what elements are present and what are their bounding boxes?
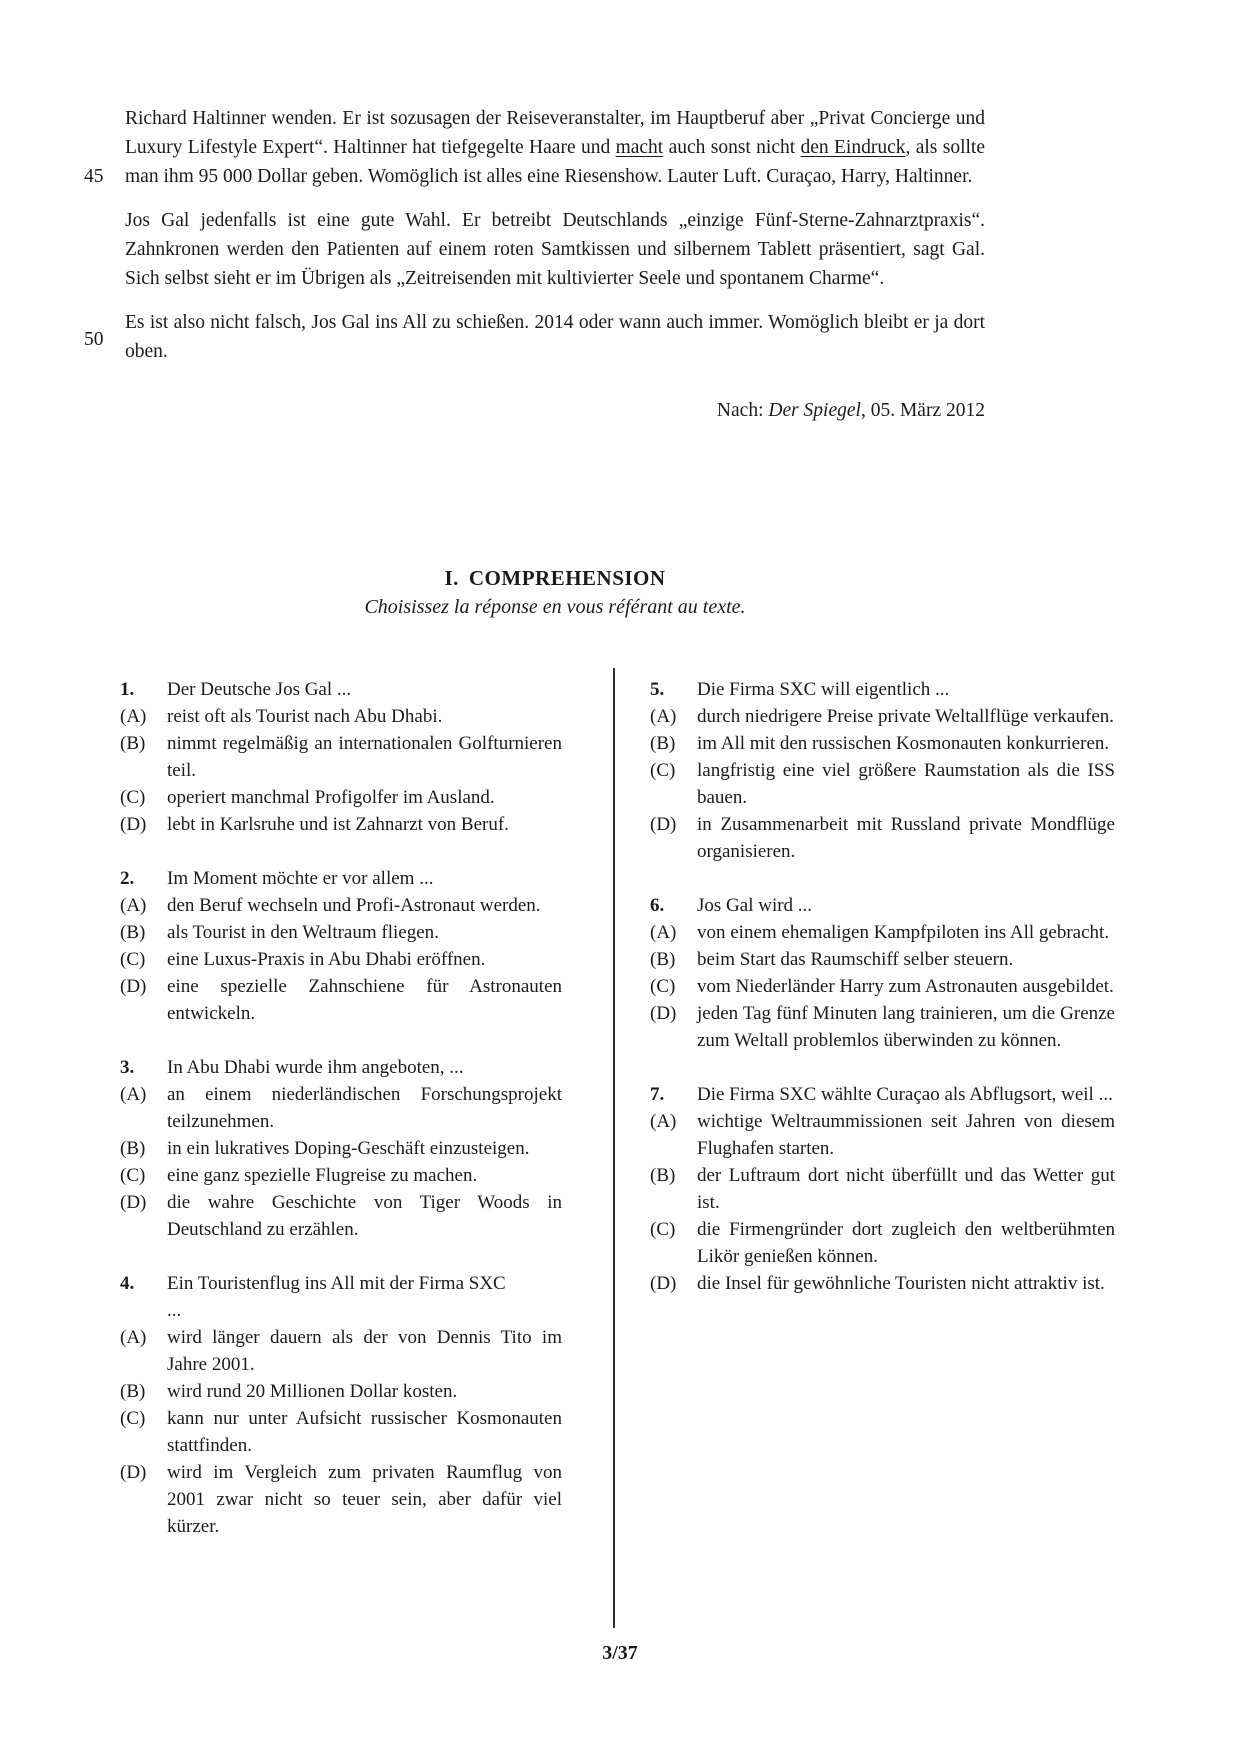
option-text: durch niedrigere Preise private Weltallflüge verkaufen. [697, 706, 1114, 727]
option-label: (B) [120, 1381, 146, 1402]
question-3-option-c [120, 1162, 562, 1189]
option-text: langfristig eine viel größere Raumstation als die ISS bauen. [697, 760, 1115, 808]
option-text: die Insel für gewöhnliche Touristen nicht attraktiv ist. [697, 1273, 1105, 1294]
question-6-text: Jos Gal wird ... [697, 895, 813, 916]
section-instruction: Choisissez la réponse en vous référant au texte. [364, 596, 746, 618]
question-4-option-d [120, 1459, 562, 1540]
column-divider [613, 668, 615, 1628]
question-7-number: 7. [650, 1084, 665, 1105]
option-label: (C) [120, 787, 146, 808]
section-roman-numeral: I. [444, 566, 459, 590]
option-text: beim Start das Raumschiff selber steuern. [697, 949, 1014, 970]
option-label: (D) [650, 814, 677, 835]
option-text: reist oft als Tourist nach Abu Dhabi. [167, 706, 443, 727]
option-text: als Tourist in den Weltraum fliegen. [167, 922, 439, 943]
section-title [125, 566, 985, 591]
question-6-option-c [650, 973, 1115, 1000]
question-3-number: 3. [120, 1057, 135, 1078]
option-text: wird im Vergleich zum privaten Raumflug von 2001 zwar nicht so teuer sein, aber dafür viel kürzer. [167, 1462, 562, 1537]
passage-p1-seg-e: , als sollte man ihm 95 000 Dollar geben. Womöglich ist alles eine Riesenshow. Lauter Luft. Curaçao, Harry, Haltinner. [125, 137, 985, 187]
underlined-word-macht: macht [615, 137, 664, 158]
option-label: (A) [120, 706, 147, 727]
question-6-option-a [650, 919, 1115, 946]
option-label: (C) [120, 1165, 146, 1186]
option-text: an einem niederländischen Forschungsprojekt teilzunehmen. [167, 1084, 562, 1132]
passage-paragraph-2: Jos Gal jedenfalls ist eine gute Wahl. Er betreibt Deutschlands „einzige Fünf-Sterne-Zahnarztpraxis“. Zahnkronen werden den Patienten auf einem roten Samtkissen und silbernem Tablett präsentiert, sagt Gal. Sich selbst sieht er im Übrigen als „Zeitreisenden mit kultivierter Seele und spontanem Charme“. [125, 210, 985, 289]
option-label: (B) [650, 949, 676, 970]
question-1-option-c [120, 784, 562, 811]
attribution-date: , 05. März 2012 [860, 400, 985, 421]
option-label: (D) [650, 1003, 677, 1024]
question-6 [650, 892, 1115, 1054]
option-label: (D) [120, 976, 147, 997]
passage-p1-seg-a: Richard Haltinner wenden. Er ist sozusagen der Reiseveranstalter, im Hauptberuf aber „Privat Concierge und Luxury Lifestyle Expert“. Haltinner hat tiefgegelte Haare und [125, 108, 985, 158]
question-2-text: Im Moment möchte er vor allem ... [167, 868, 434, 889]
section-title-text: COMPREHENSION [468, 566, 666, 590]
question-4-option-b [120, 1378, 562, 1405]
option-label: (A) [120, 895, 147, 916]
option-text: eine ganz spezielle Flugreise zu machen. [167, 1165, 478, 1186]
question-3-option-a [120, 1081, 562, 1135]
option-label: (D) [120, 1192, 147, 1213]
option-text: der Luftraum dort nicht überfüllt und das Wetter gut ist. [697, 1165, 1115, 1213]
option-text: im All mit den russischen Kosmonauten konkurrieren. [697, 733, 1110, 754]
option-text: wird rund 20 Millionen Dollar kosten. [167, 1381, 458, 1402]
question-1-option-d [120, 811, 562, 838]
option-text: in Zusammenarbeit mit Russland private Mondflüge organisieren. [697, 814, 1115, 862]
question-5-number: 5. [650, 679, 665, 700]
option-label: (C) [120, 1408, 146, 1429]
question-3 [120, 1054, 562, 1243]
question-4-number: 4. [120, 1273, 135, 1294]
question-2 [120, 865, 562, 1027]
question-2-option-c [120, 946, 562, 973]
option-text: wichtige Weltraummissionen seit Jahren von diesem Flughafen starten. [697, 1111, 1115, 1159]
source-attribution [125, 400, 985, 422]
question-4-option-c [120, 1405, 562, 1459]
line-number-45: 45 [84, 166, 104, 187]
question-6-number: 6. [650, 895, 665, 916]
question-4-option-a [120, 1324, 562, 1378]
page-number: 3/37 [602, 1642, 638, 1664]
option-label: (A) [120, 1084, 147, 1105]
option-label: (D) [650, 1273, 677, 1294]
question-1 [120, 676, 562, 838]
passage-paragraph-1 [125, 104, 985, 191]
question-4-text: Ein Touristenflug ins All mit der Firma SXC [167, 1273, 506, 1294]
attribution-source: Der Spiegel [768, 400, 861, 421]
option-label: (D) [120, 814, 147, 835]
option-label: (C) [650, 1219, 676, 1240]
option-text: operiert manchmal Profigolfer im Ausland. [167, 787, 495, 808]
option-text: vom Niederländer Harry zum Astronauten ausgebildet. [697, 976, 1114, 997]
option-label: (B) [120, 922, 146, 943]
question-2-option-a [120, 892, 562, 919]
question-7-option-c [650, 1216, 1115, 1270]
option-label: (B) [120, 733, 146, 754]
question-5-option-c [650, 757, 1115, 811]
question-7-option-b [650, 1162, 1115, 1216]
question-2-option-d [120, 973, 562, 1027]
passage-text [125, 104, 985, 366]
questions-column-left [120, 676, 562, 1567]
question-4 [120, 1270, 562, 1540]
option-label: (A) [650, 706, 677, 727]
option-label: (B) [650, 733, 676, 754]
underlined-phrase-den-eindruck: den Eindruck [800, 137, 906, 158]
option-label: (C) [650, 976, 676, 997]
option-text: die Firmengründer dort zugleich den weltberühmten Likör genießen können. [697, 1219, 1115, 1267]
option-label: (B) [120, 1138, 146, 1159]
option-text: die wahre Geschichte von Tiger Woods in Deutschland zu erzählen. [167, 1192, 562, 1240]
option-text: kann nur unter Aufsicht russischer Kosmonauten stattfinden. [167, 1408, 562, 1456]
question-6-option-d [650, 1000, 1115, 1054]
question-5-option-b [650, 730, 1115, 757]
option-label: (A) [650, 922, 677, 943]
question-1-option-b [120, 730, 562, 784]
option-text: wird länger dauern als der von Dennis Tito im Jahre 2001. [167, 1327, 562, 1375]
section-heading [125, 566, 985, 619]
option-label: (C) [650, 760, 676, 781]
line-number-50: 50 [84, 329, 104, 350]
option-text: jeden Tag fünf Minuten lang trainieren, um die Grenze zum Weltall problemlos überwinden zu können. [697, 1003, 1115, 1051]
option-label: (D) [120, 1462, 147, 1483]
option-text: lebt in Karlsruhe und ist Zahnarzt von Beruf. [167, 814, 509, 835]
questions-column-right [650, 676, 1115, 1324]
option-text: von einem ehemaligen Kampfpiloten ins All gebracht. [697, 922, 1110, 943]
question-3-option-b [120, 1135, 562, 1162]
question-2-option-b [120, 919, 562, 946]
option-label: (A) [650, 1111, 677, 1132]
question-5-text: Die Firma SXC will eigentlich ... [697, 679, 950, 700]
question-1-option-a [120, 703, 562, 730]
option-text: den Beruf wechseln und Profi-Astronaut werden. [167, 895, 541, 916]
question-7-option-d [650, 1270, 1115, 1297]
question-1-number: 1. [120, 679, 135, 700]
option-text: eine spezielle Zahnschiene für Astronauten entwickeln. [167, 976, 562, 1024]
option-text: in ein lukratives Doping-Geschäft einzusteigen. [167, 1138, 530, 1159]
question-7 [650, 1081, 1115, 1297]
question-2-number: 2. [120, 868, 135, 889]
option-text: nimmt regelmäßig an internationalen Golfturnieren teil. [167, 733, 562, 781]
question-1-text: Der Deutsche Jos Gal ... [167, 679, 352, 700]
question-3-text: In Abu Dhabi wurde ihm angeboten, ... [167, 1057, 464, 1078]
passage-p1-seg-c: auch sonst nicht [663, 137, 801, 158]
option-text: eine Luxus-Praxis in Abu Dhabi eröffnen. [167, 949, 486, 970]
question-7-text: Die Firma SXC wählte Curaçao als Abflugsort, weil ... [697, 1084, 1113, 1105]
attribution-prefix: Nach: [716, 400, 769, 421]
question-5 [650, 676, 1115, 865]
option-label: (B) [650, 1165, 676, 1186]
option-label: (C) [120, 949, 146, 970]
option-label: (A) [120, 1327, 147, 1348]
question-6-option-b [650, 946, 1115, 973]
question-5-option-a [650, 703, 1115, 730]
question-3-option-d [120, 1189, 562, 1243]
question-5-option-d [650, 811, 1115, 865]
question-4-text-continued: ... [167, 1300, 182, 1321]
passage-paragraph-3: Es ist also nicht falsch, Jos Gal ins All zu schießen. 2014 oder wann auch immer. Womöglich bleibt er ja dort oben. [125, 312, 985, 362]
question-7-option-a [650, 1108, 1115, 1162]
